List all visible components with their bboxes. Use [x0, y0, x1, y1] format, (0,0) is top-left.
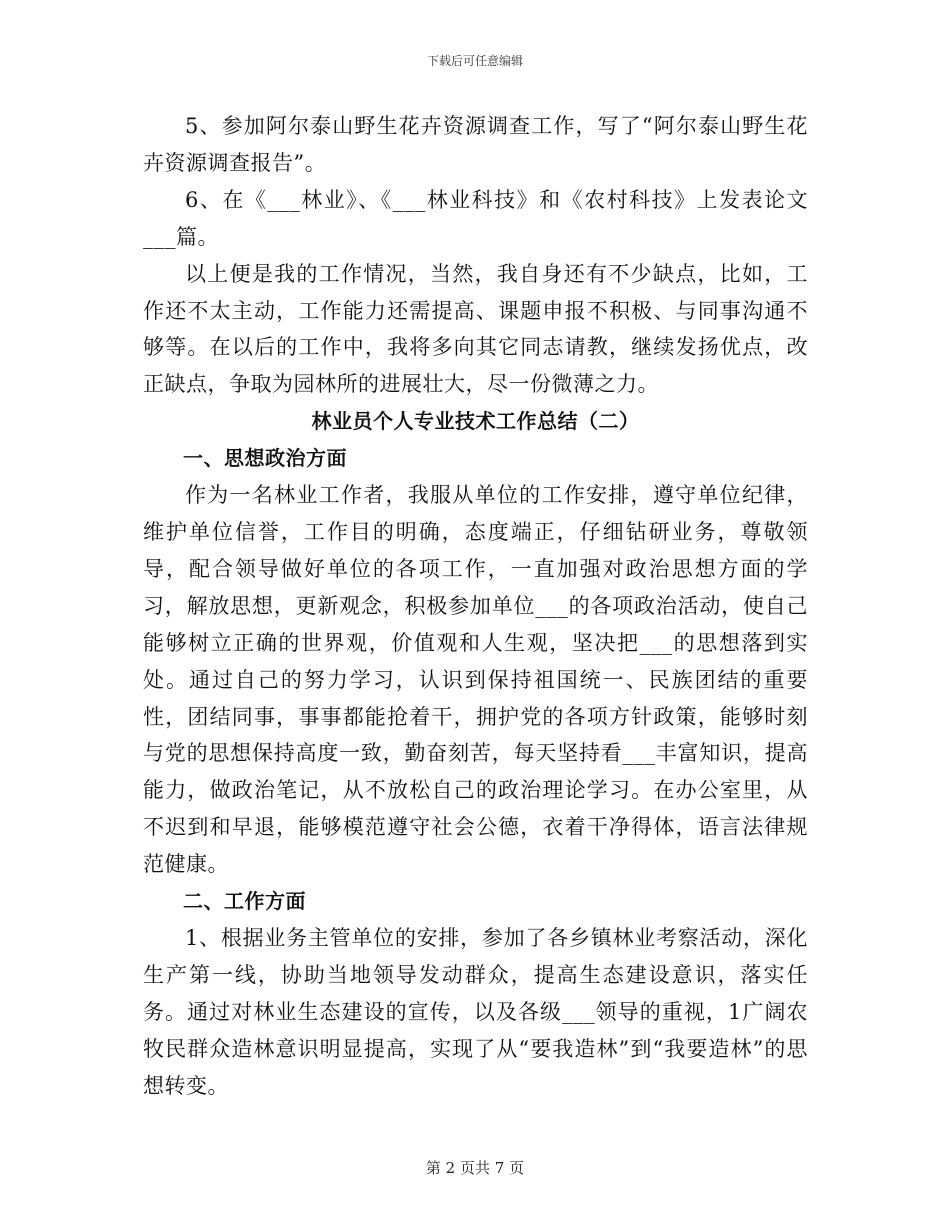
document-body — [143, 108, 808, 1104]
section-heading-politics: 一、思想政治方面 — [183, 446, 347, 471]
page-footer: 第 2 页共 7 页 — [425, 1159, 525, 1177]
paragraph-item-5: 5、参加阿尔泰山野生花卉资源调查工作，写了“阿尔泰山野生花卉资源调查报告”。 — [143, 114, 808, 175]
paragraph-politics: 作为一名林业工作者，我服从单位的工作安排，遵守单位纪律，维护单位信誉，工作目的明确，态度端正，仔细钻研业务，尊敬领导，配合领导做好单位的各项工作，一直加强对政治思想方面的学习，解放思想，更新观念，积极参加单位___的各项政治活动，使自己能够树立正确的世界观，价值观和人生观，坚决把___的思想落到实处。通过自己的努力学习，认识到保持祖国统一、民族团结的重要性，团结同事，事事都能抢着干，拥护党的各项方针政策，能够时刻与党的思想保持高度一致，勤奋刻苦，每天坚持看___丰富知识，提高能力，做政治笔记，从不放松自己的政治理论学习。在办公室里，从不迟到和早退，能够模范遵守社会公德，衣着干净得体，语言法律规范健康。 — [143, 483, 808, 877]
paragraph-conclusion: 以上便是我的工作情况，当然，我自身还有不少缺点，比如，工作还不太主动，工作能力还需提高、课题申报不积极、与同事沟通不够等。在以后的工作中，我将多向其它同志请教，继续发扬优点，改正缺点，争取为园林所的进展壮大，尽一份微薄之力。 — [143, 261, 808, 397]
paragraph-item-6: 6、在《___林业》、《___林业科技》和《农村科技》上发表论文___篇。 — [143, 187, 808, 249]
document-title: 林业员个人专业技术工作总结（二） — [311, 409, 640, 434]
paragraph-work-1: 1、根据业务主管单位的安排，参加了各乡镇林业考察活动，深化生产第一线，协助当地领导发动群众，提高生态建设意识，落实任务。通过对林业生态建设的宣传，以及各级___领导的重视，1广阔农牧民群众造林意识明显提高，实现了从“要我造林”到“我要造林”的思想转变。 — [143, 925, 808, 1098]
section-heading-work: 二、工作方面 — [183, 889, 306, 914]
page-header: 下载后可任意编辑 — [426, 54, 523, 68]
